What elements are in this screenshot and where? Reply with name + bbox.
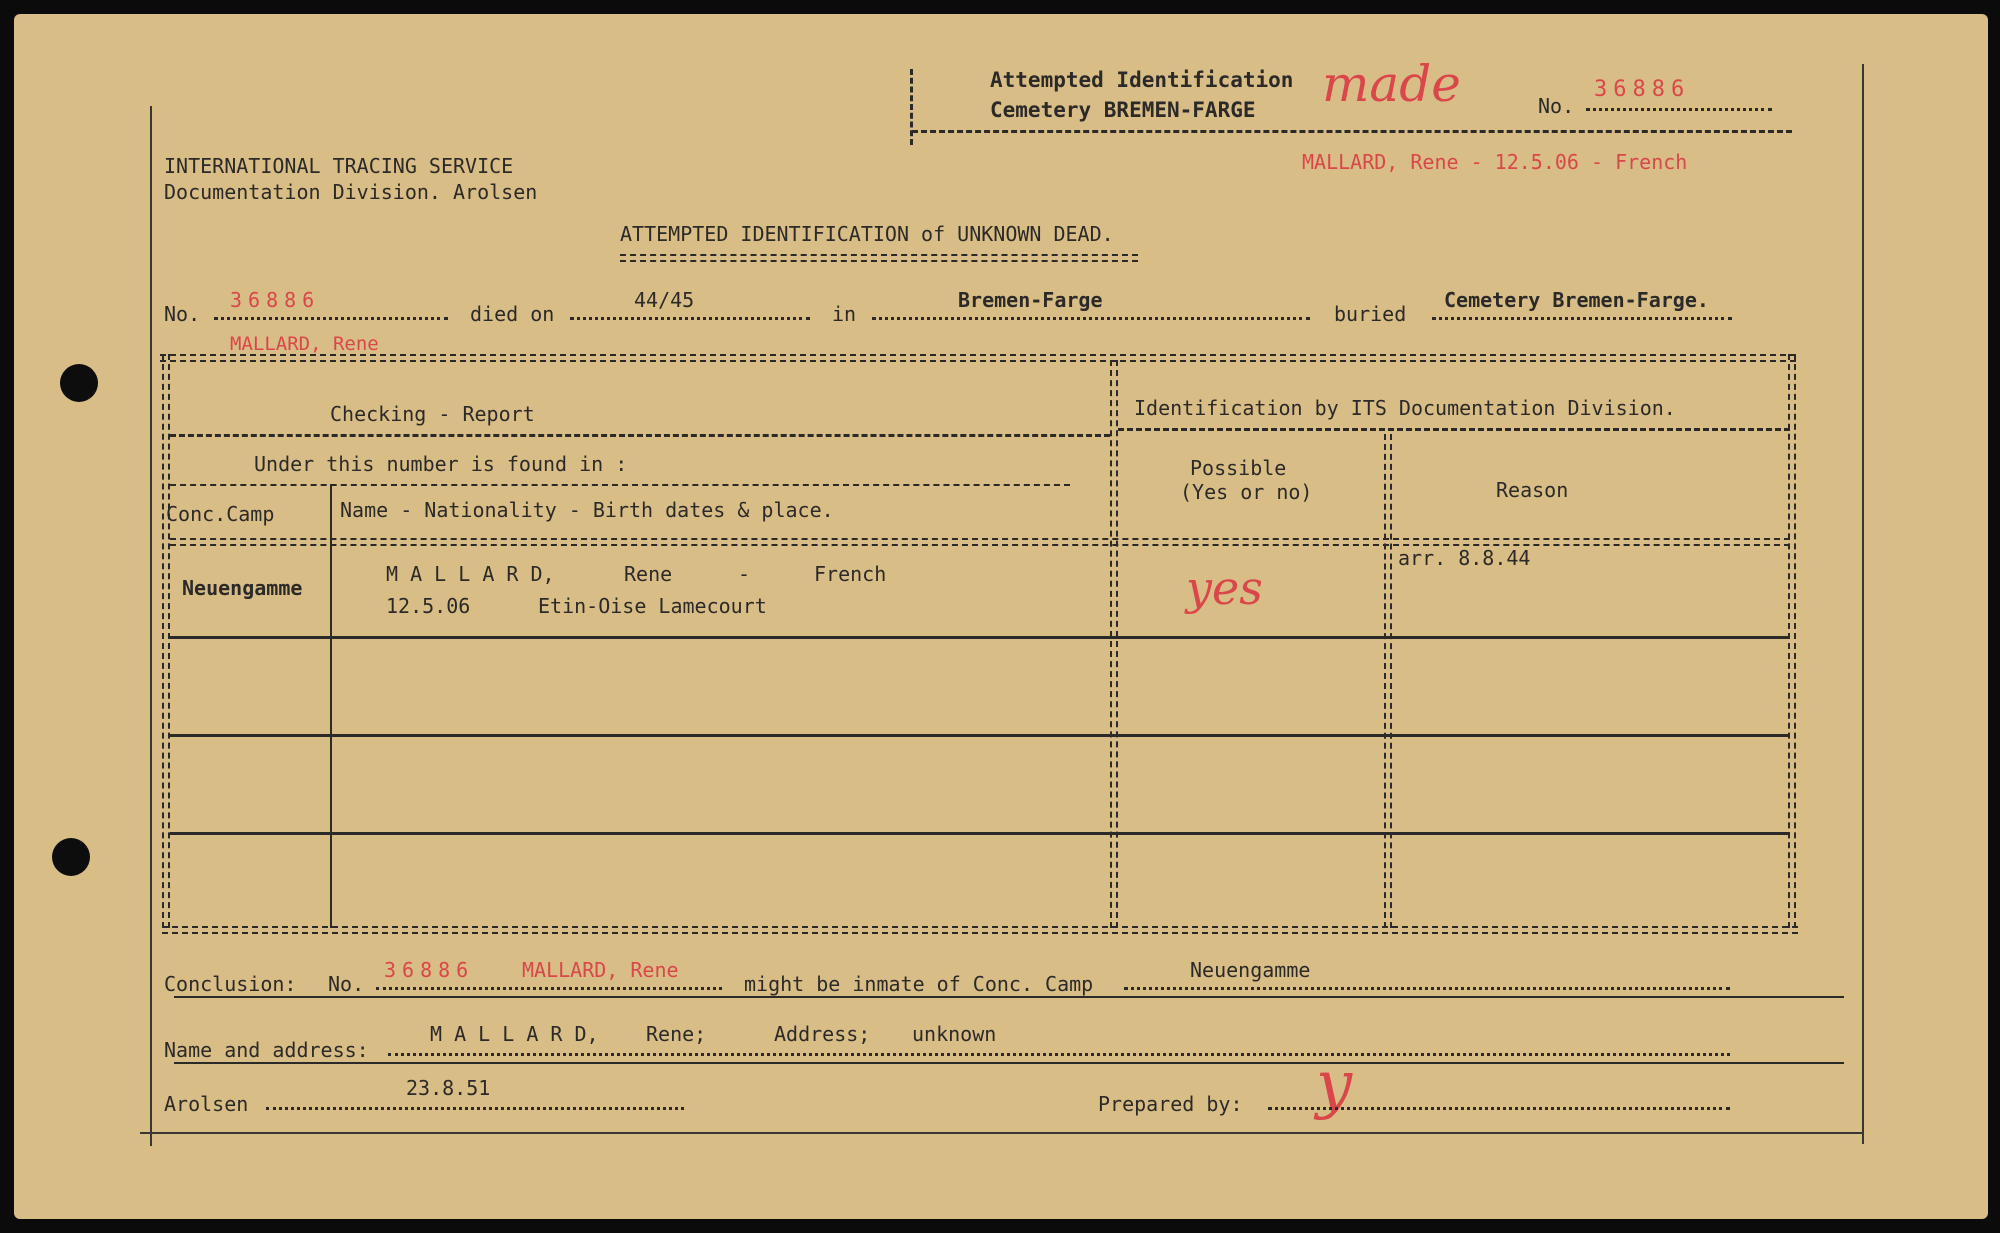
row-birthplace: Etin-Oise Lamecourt	[538, 594, 767, 618]
in-label: in	[832, 302, 857, 326]
col-possible-header-1: Possible	[1190, 456, 1287, 480]
address-label-2: Address;	[774, 1022, 871, 1046]
row-line-2	[170, 734, 1790, 737]
table-left-line-1	[162, 354, 164, 928]
form-title-underline-1	[620, 254, 1138, 256]
header-no-value: 36886	[1594, 77, 1691, 102]
frame-left-line	[150, 106, 152, 1146]
address-label: Name and address:	[164, 1038, 369, 1062]
conclusion-no-value: 36886	[384, 958, 475, 982]
address-value: unknown	[912, 1022, 997, 1046]
prepared-label: Prepared by:	[1098, 1092, 1243, 1116]
table-top-line-1	[160, 354, 1796, 356]
table-right-line-2	[1794, 354, 1796, 928]
row-line-3	[170, 832, 1790, 835]
identification-heading: Identification by ITS Documentation Division.	[1134, 396, 1676, 420]
row-birthdate: 12.5.06	[386, 594, 471, 618]
col-name-header: Name - Nationality - Birth dates & place.	[340, 498, 834, 522]
form-title: ATTEMPTED IDENTIFICATION of UNKNOWN DEAD.	[620, 222, 1114, 246]
under-number-line	[170, 484, 1070, 486]
row-dash: -	[738, 562, 751, 586]
table-bottom-line-2	[162, 932, 1798, 934]
conclusion-name: MALLARD, Rene	[522, 958, 679, 982]
header-title: Attempted Identification	[990, 68, 1294, 92]
frame-right-line	[1862, 64, 1864, 1144]
died-dotline	[570, 317, 810, 320]
frame-bottom-line	[140, 1132, 1864, 1134]
form-no-label: No.	[164, 302, 201, 326]
person-line: MALLARD, Rene - 12.5.06 - French	[1302, 150, 1688, 174]
buried-dotline	[1432, 317, 1732, 320]
conclusion-no-dotline	[376, 987, 722, 990]
row-reason: arr. 8.8.44	[1398, 546, 1531, 570]
conclusion-text: might be inmate of Conc. Camp	[744, 972, 1094, 996]
footer-date: 23.8.51	[406, 1076, 491, 1100]
in-value: Bremen-Farge	[958, 288, 1103, 312]
footer-place: Arolsen	[164, 1092, 249, 1116]
header-cemetery: Cemetery BREMEN-FARGE	[990, 98, 1256, 122]
org-line-2: Documentation Division. Arolsen	[164, 180, 538, 204]
table-col-header-line-1	[170, 538, 1790, 540]
handwritten-made: made	[1322, 55, 1461, 113]
table-reason-line-1	[1384, 434, 1386, 928]
row-nationality: French	[814, 562, 887, 586]
conclusion-underline	[174, 996, 1844, 998]
org-line-1: INTERNATIONAL TRACING SERVICE	[164, 154, 514, 178]
buried-value: Cemetery Bremen-Farge.	[1444, 288, 1709, 312]
row-possible-handwritten: yes	[1186, 561, 1263, 615]
in-dotline	[872, 317, 1310, 320]
punch-hole-top	[60, 364, 98, 402]
conclusion-camp: Neuengamme	[1190, 958, 1311, 982]
conclusion-label: Conclusion:	[164, 972, 297, 996]
prepared-dotline	[1268, 1107, 1730, 1110]
table-reason-line-2	[1390, 434, 1392, 928]
col-camp-header: Conc.Camp	[166, 502, 275, 526]
table-mid-line-1	[1110, 360, 1112, 928]
row-firstname: Rene	[624, 562, 673, 586]
table-header-line-left	[170, 434, 1110, 437]
address-firstname: Rene;	[646, 1022, 707, 1046]
signature: y	[1316, 1048, 1353, 1122]
table-bottom-line-1	[162, 926, 1798, 928]
address-name: M A L L A R D,	[430, 1022, 599, 1046]
conclusion-no-label: No.	[328, 972, 365, 996]
address-underline	[174, 1062, 1844, 1064]
address-dotline	[388, 1053, 1730, 1056]
header-box-bottom	[912, 130, 1792, 133]
table-camp-line	[330, 484, 332, 928]
under-number-text: Under this number is found in :	[254, 452, 628, 476]
footer-date-dotline	[266, 1107, 684, 1110]
row-name: M A L L A R D,	[386, 562, 555, 586]
punch-hole-bottom	[52, 838, 90, 876]
died-value: 44/45	[634, 288, 695, 312]
col-possible-header-2: (Yes or no)	[1180, 480, 1313, 504]
document-card	[14, 14, 1988, 1219]
table-left-line-2	[168, 354, 170, 928]
died-label: died on	[470, 302, 555, 326]
table-right-line-1	[1788, 354, 1790, 928]
table-mid-line-2	[1116, 360, 1118, 928]
checking-report-heading: Checking - Report	[330, 402, 535, 426]
col-reason-header: Reason	[1496, 478, 1569, 502]
form-no-value: 36886	[230, 288, 321, 312]
form-title-underline-2	[620, 260, 1138, 262]
header-box-left	[910, 69, 913, 145]
header-no-dotline	[1586, 108, 1772, 111]
form-name-under: MALLARD, Rene	[230, 333, 379, 355]
table-top-line-2	[160, 360, 1796, 362]
conclusion-camp-dotline	[1124, 987, 1730, 990]
header-no-label: No.	[1538, 94, 1575, 118]
row-line-1	[170, 636, 1790, 639]
form-no-dotline	[214, 317, 448, 320]
buried-label: buried	[1334, 302, 1407, 326]
table-col-header-line-2	[170, 544, 1790, 546]
table-header-line-right	[1118, 428, 1790, 431]
row-camp: Neuengamme	[182, 576, 303, 600]
